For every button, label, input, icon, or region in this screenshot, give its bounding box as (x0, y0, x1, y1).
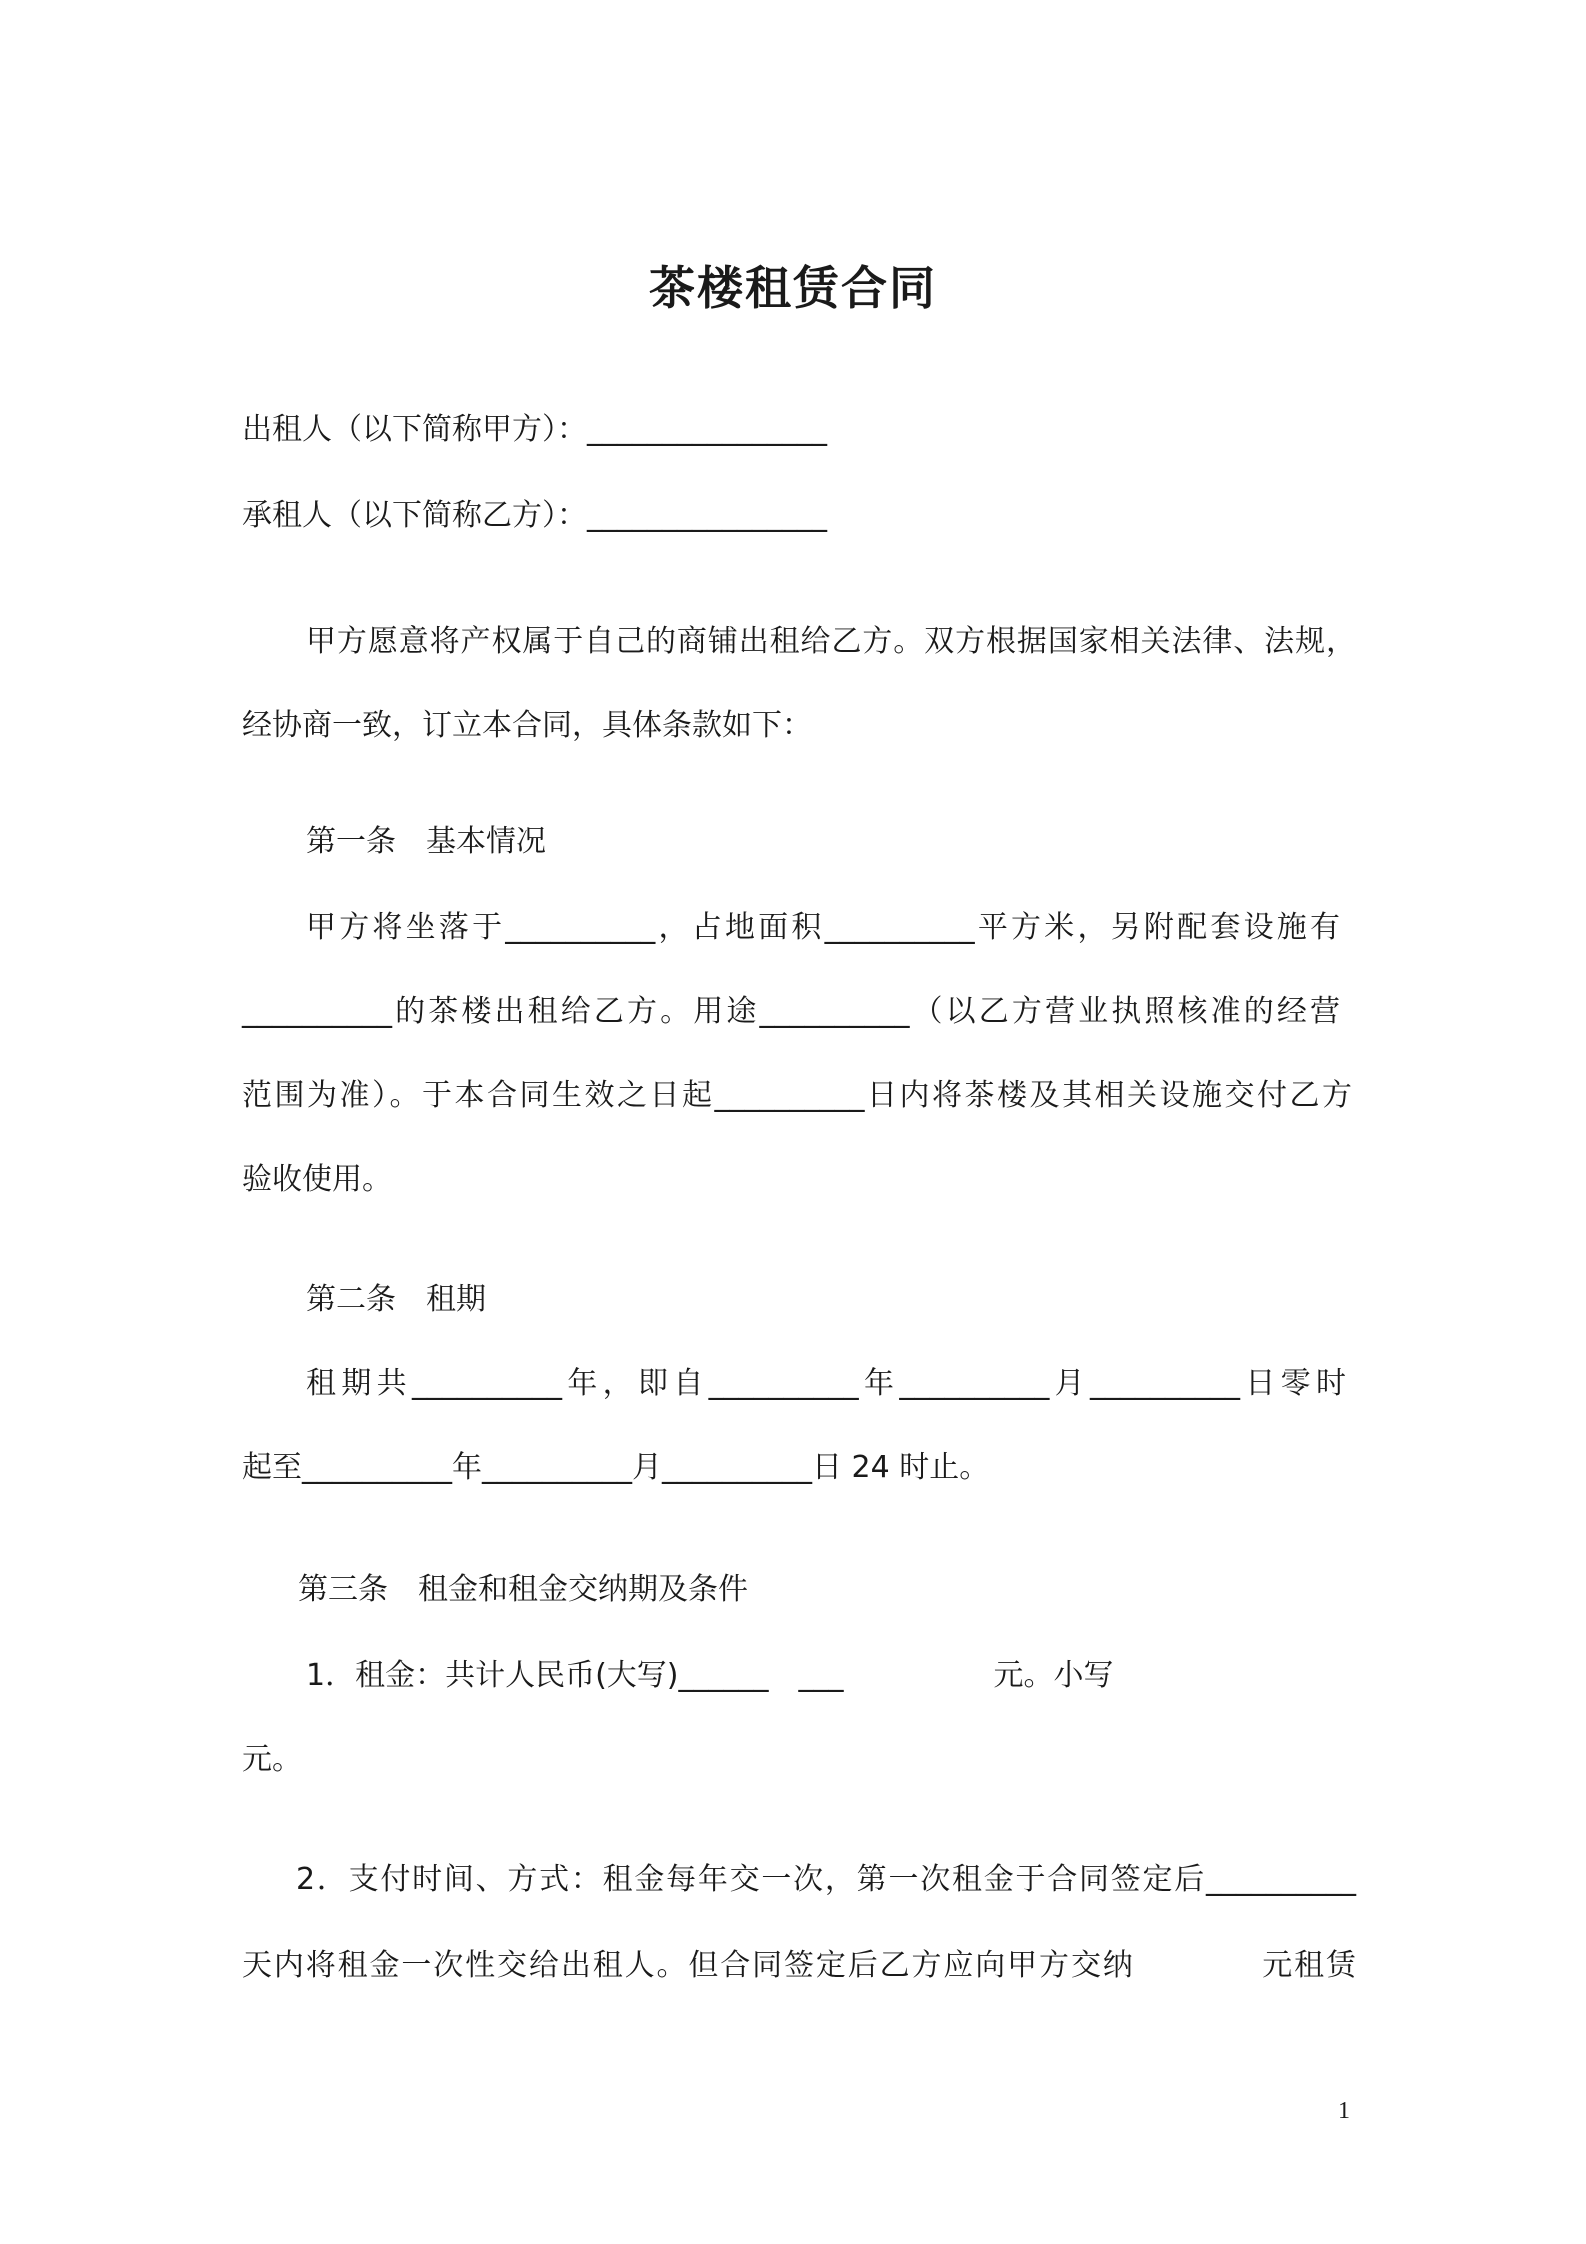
document-title: 茶楼租赁合同 (649, 261, 937, 315)
article1-line-1: 甲方将坐落于__________，占地面积__________平方米，另附配套设施有 (306, 910, 1340, 945)
lessor-line: 出租人（以下简称甲方）：________________ (242, 412, 827, 447)
article3-item2-line-2: 天内将租金一次性交给出租人。但合同签定后乙方应向甲方交纳 元租赁 (242, 1948, 1356, 1983)
article1-line-2: __________的茶楼出租给乙方。用途__________（以乙方营业执照核准的经营 (242, 994, 1340, 1029)
article1-heading: 第一条 基本情况 (306, 824, 546, 859)
article3-heading: 第三条 租金和租金交纳期及条件 (298, 1572, 748, 1607)
article3-item1-line-1: 1．租金：共计人民币(大写)______ ___ 元。小写 (306, 1658, 1114, 1693)
article1-line-4: 验收使用。 (242, 1162, 392, 1197)
page-number: 1 (1338, 2098, 1350, 2124)
article2-line-1: 租期共__________年，即自__________年__________月__________日零时 (306, 1366, 1346, 1401)
intro-line-2: 经协商一致，订立本合同，具体条款如下： (242, 708, 812, 743)
article2-line-2: 起至__________年__________月__________日 24 时止。 (242, 1450, 990, 1485)
article1-line-3: 范围为准）。于本合同生效之日起__________日内将茶楼及其相关设施交付乙方 (242, 1078, 1352, 1113)
intro-line-1: 甲方愿意将产权属于自己的商铺出租给乙方。双方根据国家相关法律、法规， (306, 624, 1356, 659)
article3-item2-line-1: 2．支付时间、方式：租金每年交一次，第一次租金于合同签定后__________ (296, 1862, 1356, 1897)
article3-item1-line-2: 元。 (242, 1742, 302, 1777)
lessee-line: 承租人（以下简称乙方）：________________ (242, 498, 827, 533)
article2-heading: 第二条 租期 (306, 1282, 486, 1317)
